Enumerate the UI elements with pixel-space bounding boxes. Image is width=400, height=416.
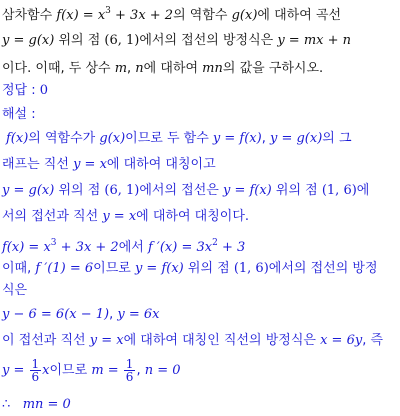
math: f(x) = x [56, 8, 106, 23]
text: 에 대하여 [143, 61, 203, 76]
math: (6, 1) [104, 183, 140, 198]
math: (6, 1) [104, 33, 140, 48]
text: , 즉 [362, 333, 384, 348]
math: f(x) = x [2, 240, 51, 255]
math: x [42, 363, 50, 378]
text: 위의 점 [271, 183, 322, 198]
math: g(x) [231, 8, 258, 23]
math: y = f(x) [212, 131, 262, 146]
denominator: 6 [31, 370, 40, 384]
problem-line-3 [2, 60, 323, 78]
text: 이므로 [93, 261, 135, 276]
explanation-line-1 [6, 130, 352, 148]
math: y = g(x) [2, 183, 55, 198]
text: 위의 점 [183, 261, 234, 276]
math: + 3x + 2 [110, 8, 174, 23]
explanation-line-4 [2, 208, 249, 226]
text: 위의 점 [54, 183, 105, 198]
math: y − 6 = 6(x − 1) [2, 307, 110, 322]
math: y = [2, 363, 29, 378]
text: , [109, 307, 118, 322]
text: 에 대하여 대칭이다. [136, 209, 250, 224]
therefore-symbol: ∴ [2, 397, 11, 412]
math: y = g(x) [269, 131, 323, 146]
math: y = x [89, 333, 124, 348]
math: (1, 6) [321, 183, 357, 198]
explanation-line-6 [2, 260, 378, 278]
explanation-line-3 [2, 182, 369, 200]
math: f ′(x) = 3x [147, 240, 213, 255]
text: 에서 [118, 240, 148, 255]
exponent: 3 [105, 6, 111, 16]
text: 이다. 이때, 두 상수 [2, 61, 115, 76]
text: 의 그 [322, 131, 352, 146]
text: 에서의 접선의 방정식은 [139, 33, 278, 48]
math: y = x [73, 157, 107, 172]
text: 해설 : [2, 107, 36, 122]
text: 위의 점 [54, 33, 105, 48]
exponent: 2 [212, 238, 218, 248]
math: m [114, 61, 128, 76]
text: 이므로 [49, 363, 92, 378]
math: x = 6y [320, 333, 363, 348]
math: (1, 6) [233, 261, 269, 276]
fraction-one-sixth [124, 358, 136, 383]
explanation-line-2 [2, 156, 216, 174]
math: mn = 0 [22, 397, 71, 412]
text: 이 접선과 직선 [2, 333, 90, 348]
explanation-line-8 [2, 306, 159, 324]
math: m = [91, 363, 123, 378]
answer-label: 정답 : [2, 83, 40, 98]
fraction-one-sixth [30, 358, 42, 383]
exponent: 3 [50, 238, 57, 248]
text: 이므로 두 함수 [125, 131, 213, 146]
text: 식은 [2, 283, 28, 298]
explanation-line-9 [2, 332, 383, 350]
text: , [261, 131, 270, 146]
text: 의 역함수 [173, 8, 232, 23]
math: y = x [102, 209, 137, 224]
denominator: 6 [125, 370, 134, 384]
answer-value: 0 [39, 83, 49, 98]
text: 에 [356, 183, 370, 198]
text: , [127, 61, 136, 76]
explanation-line-10 [2, 356, 181, 386]
explanation-line-11 [2, 396, 71, 414]
math: n = 0 [144, 363, 181, 378]
math: mn [202, 61, 223, 76]
problem-line-2 [2, 32, 351, 50]
numerator: 1 [125, 357, 134, 371]
text: 의 역함수가 [28, 131, 100, 146]
math: + 3x + 2 [56, 240, 119, 255]
problem-line-1 [2, 2, 341, 25]
math: y = mx + n [277, 33, 352, 48]
text: 에 대하여 대칭이고 [106, 157, 216, 172]
math: + 3 [217, 240, 246, 255]
text: 에서의 접선의 방정 [268, 261, 378, 276]
numerator: 1 [31, 357, 40, 371]
explanation-line-5 [2, 234, 245, 257]
text: 삼차함수 [2, 8, 57, 23]
math: y = f(x) [222, 183, 272, 198]
answer-line [2, 82, 48, 100]
math: y = 6x [117, 307, 160, 322]
math: y = g(x) [2, 33, 55, 48]
text: 에 대하여 대칭인 직선의 방정식은 [123, 333, 321, 348]
math: f ′(1) = 6 [35, 261, 94, 276]
math: f(x) [6, 131, 29, 146]
math: n [135, 61, 144, 76]
math: y = f(x) [134, 261, 184, 276]
text: 서의 접선과 직선 [2, 209, 103, 224]
text: 래프는 직선 [2, 157, 74, 172]
text: 에서의 접선은 [139, 183, 223, 198]
text: , [136, 363, 145, 378]
text: 의 값을 구하시오. [222, 61, 324, 76]
explanation-label [2, 106, 36, 124]
math: g(x) [99, 131, 126, 146]
text: 에 대하여 곡선 [257, 8, 342, 23]
text: 이때, [2, 261, 36, 276]
explanation-line-7 [2, 282, 27, 300]
